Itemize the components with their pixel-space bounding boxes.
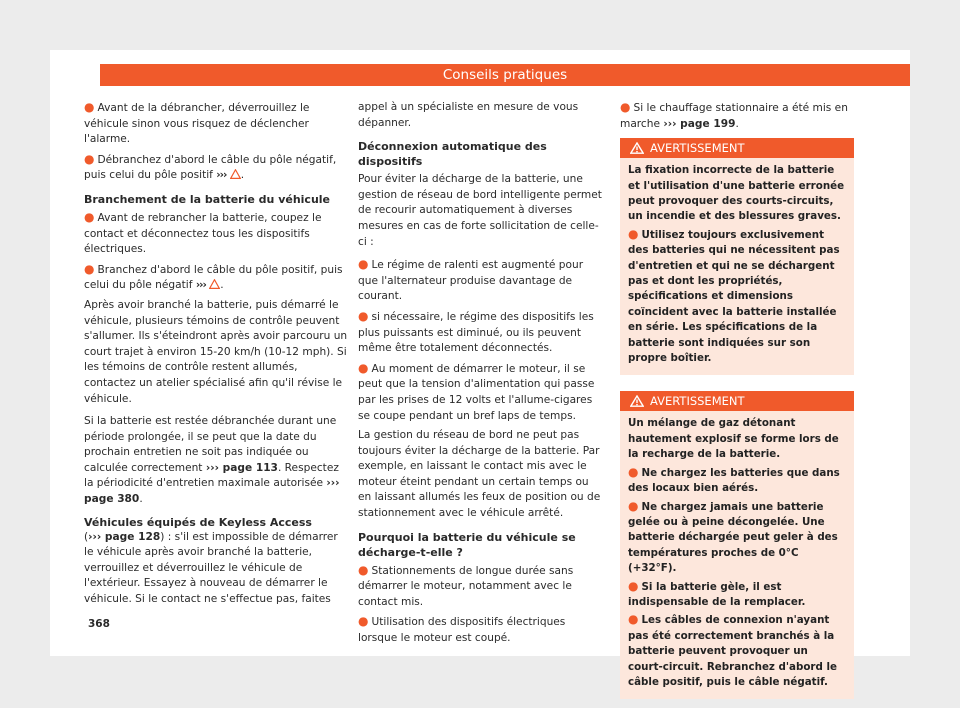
list-item: ● Ne chargez jamais une batterie gelée ou à peine décongelée. Une batterie déchargée peut geler à des températures proches de 0°C (+32°F). (628, 498, 838, 575)
bullet-icon: ● (628, 578, 639, 593)
manual-page (50, 50, 910, 688)
warning-triangle-icon (209, 279, 220, 289)
column-3 (620, 100, 854, 699)
page-reference-link[interactable]: ››› page 199 (663, 117, 736, 130)
warning-title: AVERTISSEMENT (650, 394, 745, 409)
paragraph: Après avoir branché la batterie, puis démarré le véhicule, plusieurs témoins de contrôle peuvent s'allumer. Ils s'éteindront après avoir parcouru un court trajet à environ 15-20 km/h (10-12 mph). Si les témoins de contrôle restent allumés, contactez un atelier spécialisé afin qu'il révise le véhicule. (84, 298, 348, 405)
paragraph: appel à un spécialiste en mesure de vous dépanner. (358, 101, 579, 129)
page-reference-link[interactable]: ››› page 380 (84, 477, 340, 506)
bullet-icon: ● (84, 100, 95, 114)
bullet-icon: ● (628, 226, 639, 241)
bullet-icon: ● (628, 498, 639, 513)
warning-triangle-icon (630, 142, 644, 154)
warning-triangle-icon (230, 169, 241, 179)
warning-text: La fixation incorrecte de la batterie et l'utilisation d'une batterie erronée peut provoquer des courts-circuits, un incendie et des blessures graves. (628, 164, 845, 223)
bullet-icon: ● (358, 257, 369, 272)
section-heading: Déconnexion automatique des dispositifs (358, 140, 547, 169)
list-item: ● Les câbles de connexion n'ayant pas été correctement branchés à la batterie peuvent provoquer un court-circuit. Rebranchez d'abord le câble positif, puis le câble négatif. (628, 612, 837, 688)
bullet-icon: ● (84, 209, 95, 224)
cross-ref-arrow: ››› (216, 169, 227, 182)
paragraph: Si la batterie est restée débranchée durant une période prolongée, il se peut que la date du prochain entretien ne soit pas indiquée ou calculée correctement ››› page 113. Respectez la périodicité d'entretien maximale autorisée ››› page 380. (84, 415, 340, 506)
bullet-icon: ● (628, 464, 639, 479)
list-item: ● Avant de rebrancher la batterie, coupez le contact et déconnectez tous les dispositifs électriques. (84, 209, 322, 256)
warning-body (620, 411, 854, 699)
page-reference-link[interactable]: ››› page 113 (205, 461, 278, 474)
list-item: ● si nécessaire, le régime des dispositifs les plus puissants est diminué, ou ils peuvent même être totalement déconnectés. (358, 308, 594, 355)
list-item: ● Utilisez toujours exclusivement des batteries qui ne nécessitent pas d'entretien et qui ne se déchargent pas et dont les propriétés, spécifications et dimensions coïncident avec la batterie installée en série. Les spécifications de la batterie sont indiquées sur son propre boîtier. (628, 226, 840, 365)
warning-header (620, 138, 854, 158)
list-item: ● Si la batterie gèle, il est indispensable de la remplacer. (628, 578, 806, 608)
bullet-icon: ● (84, 151, 95, 166)
warning-box (620, 391, 854, 699)
paragraph: (››› page 128) : s'il est impossible de démarrer le véhicule après avoir branché la batterie, verrouillez et déverrouillez le véhicule de l'extérieur. Essayez à nouveau de démarrer le véhicule. Si le contact ne s'effectue pas, faites (84, 530, 338, 606)
bullet-icon: ● (358, 562, 369, 577)
bullet-icon: ● (628, 612, 639, 627)
section-heading: Pourquoi la batterie du véhicule se décharge-t-elle ? (358, 530, 576, 559)
bullet-icon: ● (84, 261, 95, 276)
warning-body (620, 158, 854, 375)
list-item: ● Si le chauffage stationnaire a été mis en marche ››› page 199. (620, 100, 848, 130)
list-item: ● Au moment de démarrer le moteur, il se peut que la tension d'alimentation qui passe par les prises de 12 volts et l'allume-cigares se coupe pendant un bref laps de temps. (358, 360, 595, 422)
column-1 (84, 100, 348, 615)
section-heading: Branchement de la batterie du véhicule (84, 192, 331, 206)
list-item: ● Ne chargez les batteries que dans des locaux bien aérés. (628, 464, 840, 495)
list-item: ● Utilisation des dispositifs électriques lorsque le moteur est coupé. (358, 614, 566, 645)
warning-box (620, 138, 854, 375)
list-item: ● Stationnements de longue durée sans démarrer le moteur, notamment avec le contact mis. (358, 562, 574, 608)
bullet-icon: ● (358, 360, 369, 375)
list-item: ● Débranchez d'abord le câble du pôle négatif, puis celui du pôle positif ››› . (84, 151, 337, 182)
column-2 (358, 100, 602, 651)
bullet-icon: ● (620, 100, 631, 114)
list-item: ● Avant de la débrancher, déverrouillez le véhicule sinon vous risquez de déclencher l'alarme. (84, 100, 310, 146)
bullet-icon: ● (358, 308, 369, 323)
section-heading: Véhicules équipés de Keyless Access (84, 515, 312, 529)
page-reference-link[interactable]: ››› page 128 (88, 530, 161, 543)
warning-triangle-icon (630, 395, 644, 407)
warning-header (620, 391, 854, 411)
cross-ref-arrow: ››› (195, 279, 206, 292)
bullet-icon: ● (358, 614, 369, 629)
list-item: ● Le régime de ralenti est augmenté pour que l'alternateur produise davantage de courant. (358, 257, 584, 303)
section-header: Conseils pratiques (100, 64, 910, 86)
list-item: ● Branchez d'abord le câble du pôle positif, puis celui du pôle négatif ››› . (84, 261, 343, 292)
warning-title: AVERTISSEMENT (650, 141, 745, 156)
warning-text: Un mélange de gaz détonant hautement explosif se forme lors de la recharge de la batterie. (628, 417, 839, 461)
paragraph: La gestion du réseau de bord ne peut pas toujours éviter la décharge de la batterie. Par exemple, en laissant le contact mis avec le moteur éteint pendant un certain temps ou en laissant allumés les feux de position ou de stationnement avec le véhicule arrêté. (358, 429, 601, 520)
paragraph: Pour éviter la décharge de la batterie, une gestion de réseau de bord intelligente permet de recourir automatiquement à diverses mesures en cas de forte sollicitation de celle-ci : (358, 173, 602, 248)
page-number: 368 (88, 618, 110, 630)
